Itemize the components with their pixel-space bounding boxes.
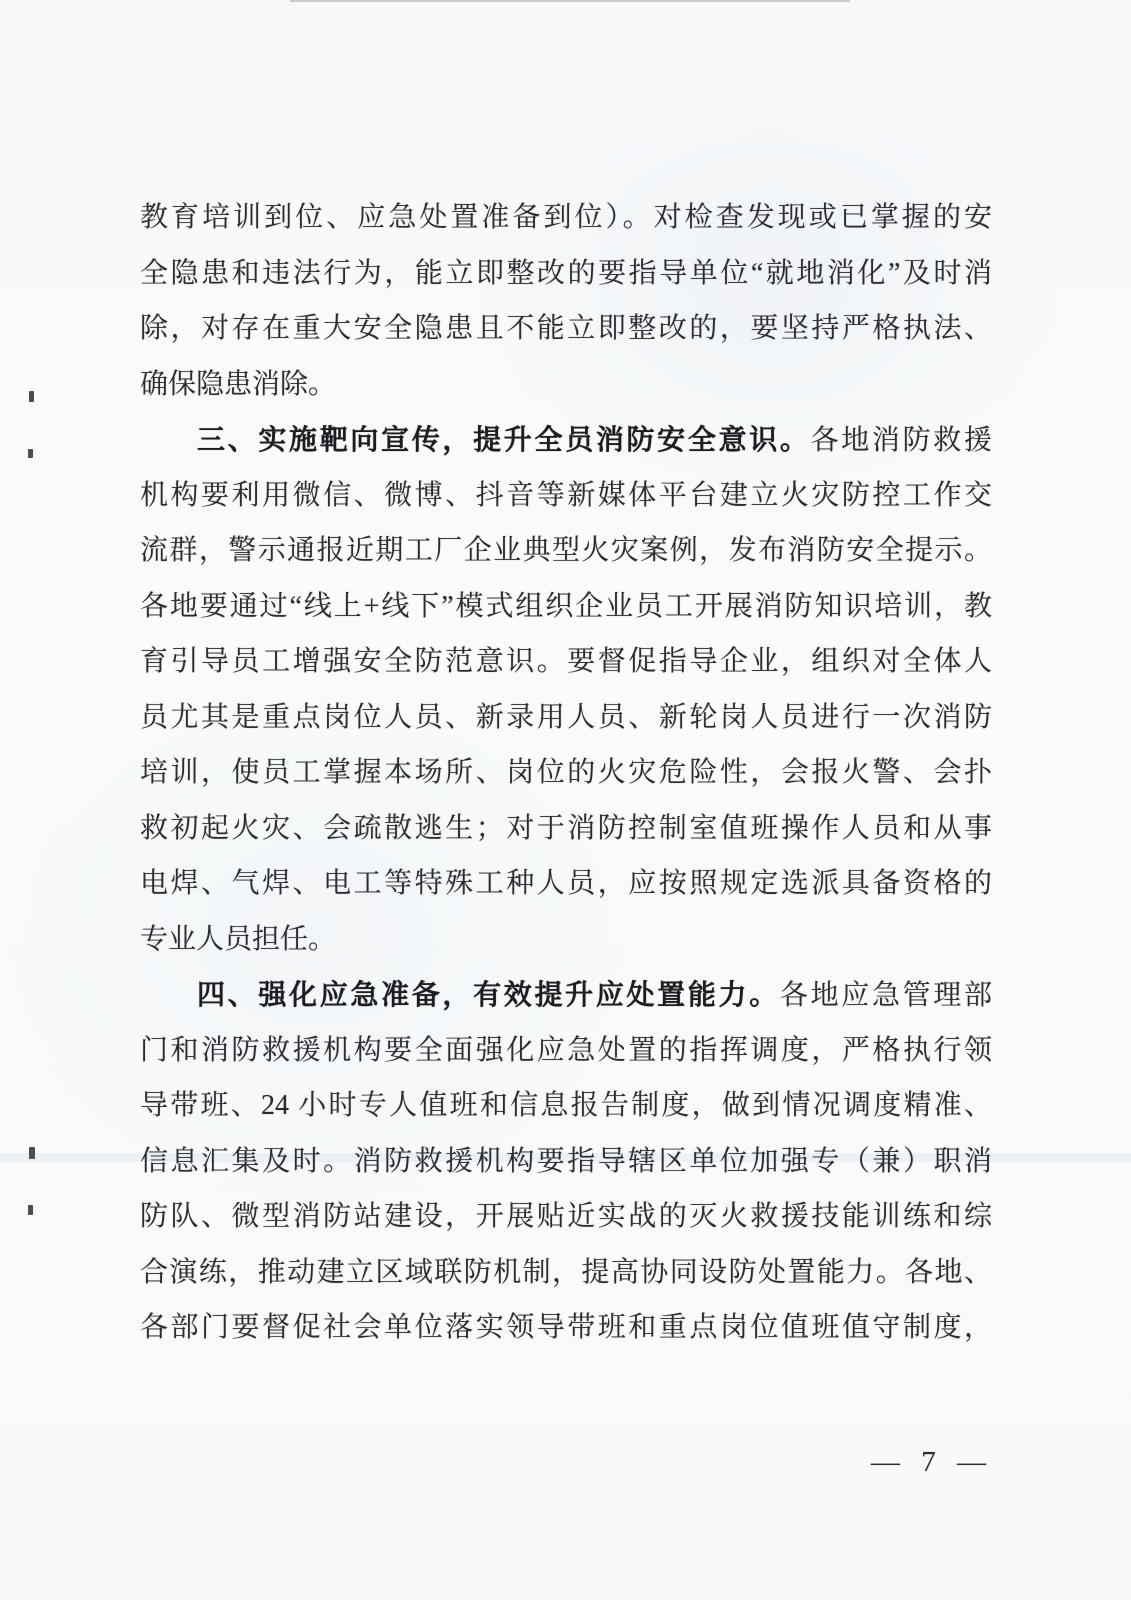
text-line — [140, 1300, 992, 1356]
text-line — [140, 190, 992, 246]
body-text: 员尤其是重点岗位人员、新录用人员、新轮岗人员进行一次消防 — [140, 701, 992, 733]
body-text: 流群，警示通报近期工厂企业典型火灾案例，发布消防安全提示。 — [140, 535, 992, 566]
text-line — [140, 912, 992, 968]
text-line — [140, 1245, 992, 1301]
body-text: 各地要通过“线上+线下”模式组织企业员工开展消防知识培训，教 — [140, 590, 992, 622]
text-line — [140, 801, 992, 857]
body-text: 导带班、24 小时专人值班和信息报告制度，做到情况调度精准、 — [140, 1090, 992, 1121]
text-line — [140, 634, 992, 690]
scan-speck-artifact — [28, 1205, 33, 1215]
body-text: 育引导员工增强安全防范意识。要督促指导企业，组织对全体人 — [140, 646, 992, 677]
text-line — [140, 1134, 992, 1190]
scan-edge-artifact — [290, 0, 850, 2]
text-line — [140, 1078, 992, 1134]
text-line — [140, 468, 992, 524]
body-text: 防队、微型消防站建设，开展贴近实战的灭火救援技能训练和综 — [140, 1201, 992, 1232]
text-line — [140, 690, 992, 746]
body-text: 全隐患和违法行为，能立即整改的要指导单位“就地消化”及时消 — [140, 257, 992, 289]
text-line — [140, 1189, 992, 1245]
scan-speck-artifact — [28, 449, 33, 458]
body-text: 救初起火灾、会疏散逃生；对于消防控制室值班操作人员和从事 — [140, 812, 992, 844]
body-text: 专业人员担任。 — [140, 923, 337, 955]
scan-speck-artifact — [29, 391, 34, 402]
text-line — [140, 412, 992, 468]
body-text: 除，对存在重大安全隐患且不能立即整改的，要坚持严格执法、 — [140, 313, 992, 344]
body-text: 各地消防救援 — [810, 425, 992, 456]
document-body — [140, 190, 992, 1356]
body-text: 确保隐患消除。 — [140, 368, 337, 400]
text-line — [140, 967, 992, 1023]
body-text: 各地应急管理部 — [779, 980, 992, 1011]
text-line — [140, 579, 992, 635]
body-text: 机构要利用微信、微博、抖音等新媒体平台建立火灾防控工作交 — [140, 479, 992, 511]
text-line — [140, 523, 992, 579]
scan-speck-artifact — [29, 1147, 35, 1159]
body-text: 合演练，推动建立区域联防机制，提高协同设防处置能力。各地、 — [140, 1256, 992, 1288]
paragraph — [140, 412, 992, 967]
text-line — [140, 745, 992, 801]
body-text: 电焊、气焊、电工等特殊工种人员，应按照规定选派具备资格的 — [140, 868, 992, 899]
body-text: 门和消防救援机构要全面强化应急处置的指挥调度，严格执行领 — [140, 1034, 992, 1066]
text-line — [140, 301, 992, 357]
body-text: 教育培训到位、应急处置准备到位）。对检查发现或已掌握的安 — [140, 202, 992, 233]
section-heading-text: 三、实施靶向宣传，提升全员消防安全意识。 — [197, 424, 811, 455]
text-line — [140, 246, 992, 302]
paragraph — [140, 190, 992, 412]
text-line — [140, 856, 992, 912]
body-text: 各部门要督促社会单位落实领导带班和重点岗位值班值守制度， — [140, 1312, 992, 1343]
page-number: — 7 — — [871, 1446, 993, 1478]
text-line — [140, 1023, 992, 1079]
body-text: 培训，使员工掌握本场所、岗位的火灾危险性，会报火警、会扑 — [140, 757, 992, 788]
body-text: 信息汇集及时。消防救援机构要指导辖区单位加强专（兼）职消 — [140, 1145, 992, 1177]
text-line — [140, 357, 992, 413]
paragraph — [140, 967, 992, 1356]
section-heading-text: 四、强化应急准备，有效提升应处置能力。 — [197, 979, 780, 1010]
